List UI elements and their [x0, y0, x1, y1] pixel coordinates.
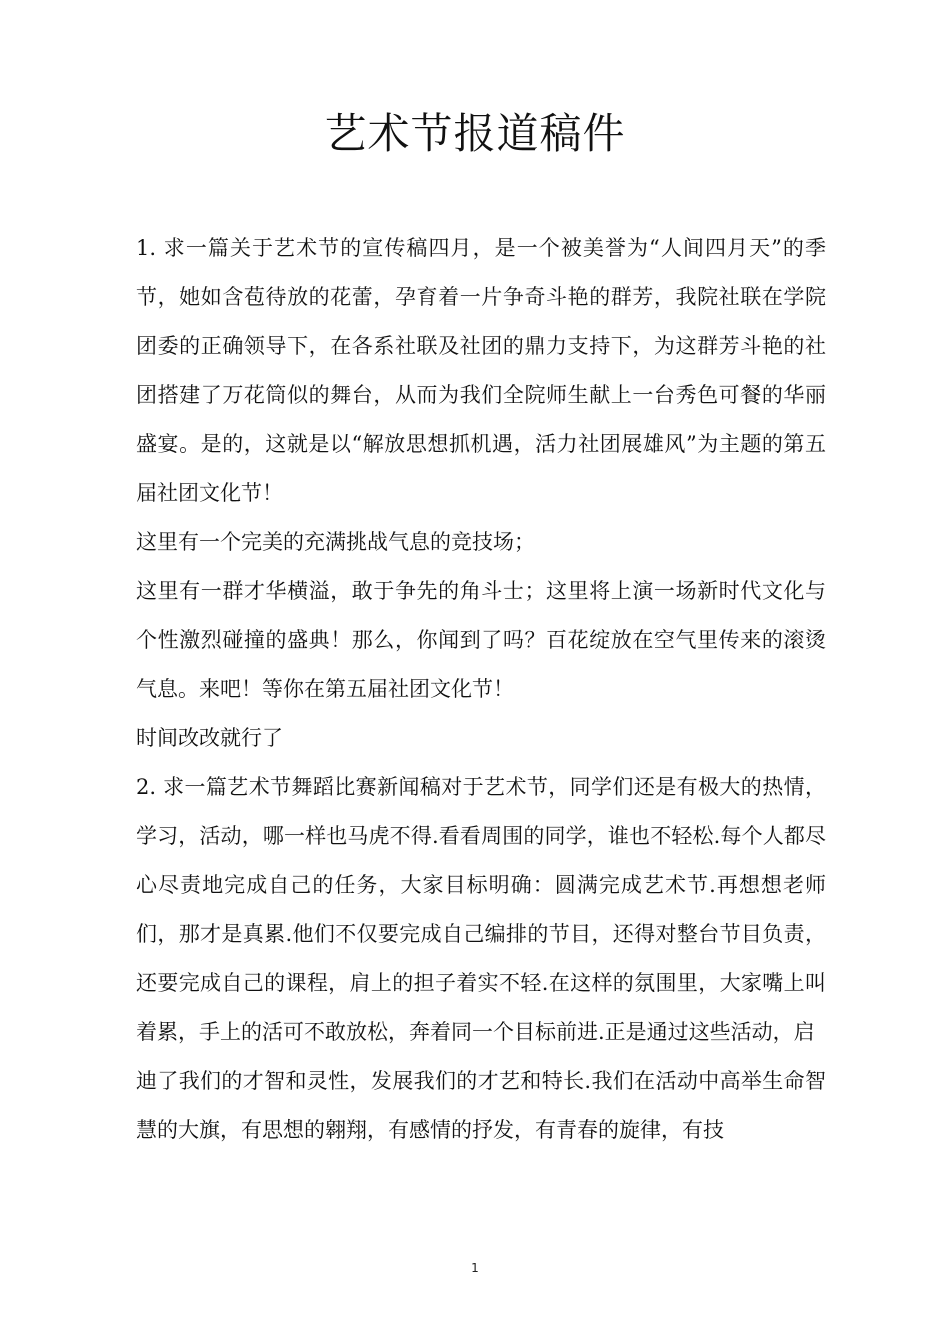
- paragraph-5: 2. 求一篇艺术节舞蹈比赛新闻稿对于艺术节，同学们还是有极大的热情，学习，活动，哪一样也马虎不得.看看周围的同学，谁也不轻松.每个人都尽心尽责地完成自己的任务，大家目标明确：圆满完成艺术节.再想想老师们，那才是真累.他们不仅要完成自己编排的节目，还得对整台节目负责，还要完成自己的课程，肩上的担子着实不轻.在这样的氛围里，大家嘴上叫着累，手上的活可不敢放松，奔着同一个目标前进.正是通过这些活动，启: [136, 775, 826, 1044]
- paragraph-6: 迪了我们的才智和灵性，发展我们的才艺和特长.我们在活动中高举生命智慧的大旗，有思想的翱翔，有感情的抒发，有青春的旋律，有技: [136, 1069, 826, 1142]
- paragraph-1: 1. 求一篇关于艺术节的宣传稿四月，是一个被美誉为“人间四月天”的季节，她如含苞待放的花蕾，孕育着一片争奇斗艳的群芳，我院社联在学院团委的正确领导下，在各系社联及社团的鼎力支持下，为这群芳斗艳的社团搭建了万花筒似的舞台，从而为我们全院师生献上一台秀色可餐的华丽盛宴。是的，这就是以“解放思想抓机遇，活力社团展雄风”为主题的第五届社团文化节！: [136, 236, 826, 505]
- document-title: 艺术节报道稿件: [324, 109, 626, 158]
- paragraph-4: 时间改改就行了: [136, 726, 283, 750]
- document-body: [136, 224, 826, 1155]
- paragraph-3: 这里有一群才华横溢，敢于争先的角斗士；这里将上演一场新时代文化与个性激烈碰撞的盛典！那么，你闻到了吗？百花绽放在空气里传来的滚烫气息。来吧！等你在第五届社团文化节！: [136, 579, 826, 701]
- paragraph-2: 这里有一个完美的充满挑战气息的竞技场；: [136, 530, 535, 554]
- page-number: 1: [471, 1261, 479, 1275]
